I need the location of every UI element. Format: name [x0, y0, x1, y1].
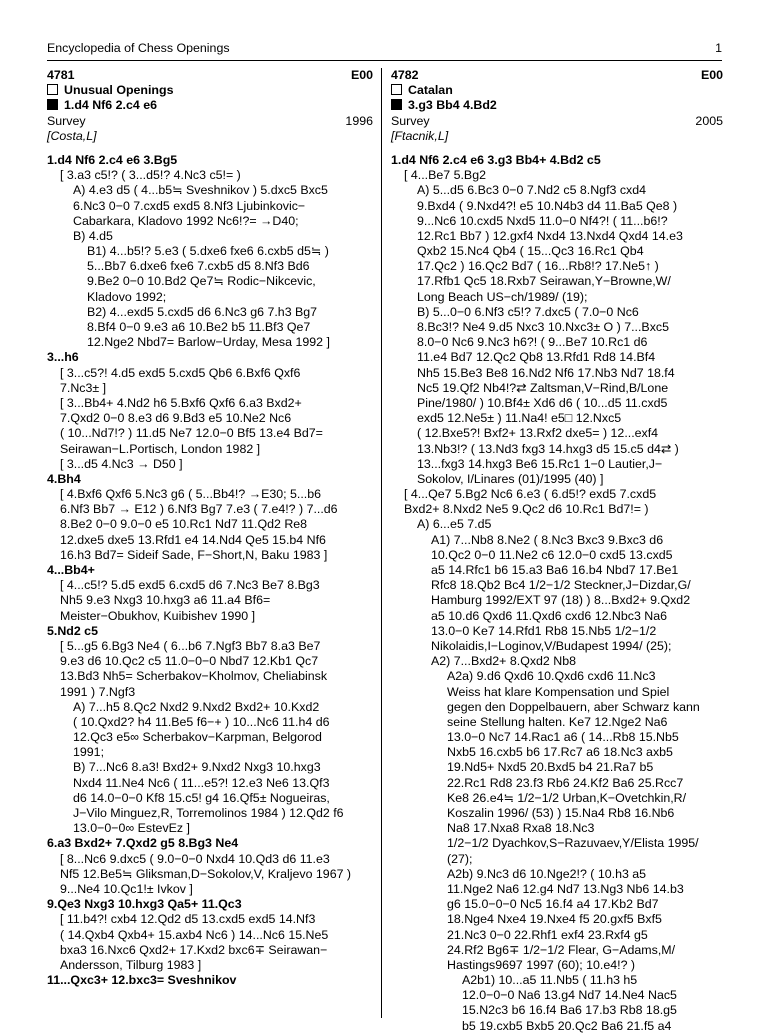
annotation-line: B2) 4...exd5 5.cxd5 d6 6.Nc3 g6 7.h3 Bg7 [87, 304, 318, 319]
main-line-move: 1.d4 Nf6 2.c4 e6 3.g3 Bb4+ 4.Bd2 c5 [391, 152, 601, 167]
annotation-line: 15.N2c3 b6 16.f4 Ba6 17.b3 Rb8 18.g5 [462, 1003, 677, 1018]
annotation-line: a5 10.d6 Qxd6 11.Qxd6 cxd6 12.Nbc3 Na6 [431, 608, 668, 623]
annotation-line: Nh5 15.Be3 Be8 16.Nd2 Nf6 17.Nb3 Nd7 18.f4 [417, 365, 675, 380]
annotation-line: A) 7...h5 8.Qc2 Nxd2 9.Nxd2 Bxd2+ 10.Kxd2 [73, 699, 320, 714]
annotation-line: Nh5 9.e3 Nxg3 10.hxg3 a6 11.a4 Bf6= [60, 593, 271, 608]
annotation-line: ( 10...Nd7!? ) 11.d5 Ne7 12.0−0 Bf5 13.e4 Bd7= [60, 426, 323, 441]
annotation-line: 8.0−0 Nc6 9.Nc3 h6?! ( 9...Be7 10.Rc1 d6 [417, 335, 648, 350]
annotation-line: 1991; [73, 745, 105, 760]
annotation-line: 9.Bxd4 ( 9.Nxd4?! e5 10.N4b3 d4 11.Ba5 Qe8 ) [417, 198, 678, 213]
opening-line: 1.d4 Nf6 2.c4 e6 [47, 98, 373, 113]
right-annotations [391, 153, 723, 1034]
entry-number-row [47, 68, 373, 83]
main-line-move: 11...Qxc3+ 12.bxc3= Sveshnikov [47, 973, 237, 988]
annotation-line: [ 3.a3 c5!? ( 3...d5!? 4.Nc3 c5!= ) [60, 168, 241, 183]
annotation-line: d6 14.0−0−0 Kf8 15.c5! g4 16.Qf5± Nogueiras, [73, 790, 330, 805]
annotation-line: 6.Nf3 Bb7 → E12 ) 6.Nf3 Bg7 7.e3 ( 7.e4!? ) 7...d6 [60, 502, 338, 517]
survey-label: Survey [391, 113, 430, 128]
annotation-line: 12.dxe5 dxe5 13.Rfd1 e4 14.Nd4 Qe5 15.b4 Nf6 [60, 532, 326, 547]
annotation-line: b5 19.cxb5 Bxb5 20.Qc2 Ba6 21.f5 a4 [462, 1018, 672, 1033]
page-number: 1 [715, 41, 722, 55]
annotation-line: 9.e3 d6 10.Qc2 c5 11.0−0−0 Nbd7 12.Kb1 Qc7 [60, 654, 319, 669]
left-annotations [47, 153, 373, 988]
main-line-move: 1.d4 Nf6 2.c4 e6 3.Bg5 [47, 152, 178, 167]
annotation-line: A1) 7...Nb8 8.Ne2 ( 8.Nc3 Bxc3 9.Bxc3 d6 [431, 532, 664, 547]
annotation-line: [ 4.Bxf6 Qxf6 5.Nc3 g6 ( 5...Bb4!? →E30; 5...b6 [60, 487, 322, 502]
annotation-line: 13.Nb3!? ( 13.Nd3 fxg3 14.hxg3 d5 15.c5 d4⇄ ) [417, 441, 679, 456]
annotation-line: 24.Rf2 Bg6∓ 1/2−1/2 Flear, G−Adams,M/ [447, 942, 676, 957]
annotation-line: g6 15.0−0−0 Nc5 16.f4 a4 17.Kb2 Bd7 [447, 897, 659, 912]
author: [Costa,L] [47, 128, 97, 143]
annotation-line: [ 5...g5 6.Bg3 Ne4 ( 6...b6 7.Ngf3 Bb7 8.a3 Be7 [60, 638, 321, 653]
survey-year: 1996 [345, 113, 373, 128]
annotation-line: 6.Nc3 0−0 7.cxd5 exd5 8.Nf3 Ljubinkovic− [73, 198, 306, 213]
annotation-line: 12.0−0−0 Na6 13.g4 Nd7 14.Ne4 Nac5 [462, 988, 677, 1003]
annotation-line: 22.Rc1 Rd8 23.f3 Rb6 24.Kf2 Ba6 25.Rcc7 [447, 775, 684, 790]
entry-number-row [391, 68, 723, 83]
left-column [47, 68, 373, 988]
annotation-line: A) 4.e3 d5 ( 4...b5≒ Sveshnikov ) 5.dxc5 Bxc5 [73, 183, 328, 198]
right-column [391, 68, 723, 1034]
annotation-line: 17.Rfb1 Qc5 18.Rxb7 Seirawan,Y−Browne,W/ [417, 274, 671, 289]
annotation-line: bxa3 16.Nxc6 Qxd2+ 17.Kxd2 bxc6∓ Seirawan− [60, 942, 328, 957]
annotation-line: [ 3...c5?! 4.d5 exd5 5.cxd5 Qb6 6.Bxf6 Qxf6 [60, 365, 301, 380]
annotation-line: Hastings9697 1997 (60); 10.e4!? ) [447, 957, 636, 972]
annotation-line: 7.Nc3± ] [60, 380, 107, 395]
header-rule [47, 60, 722, 61]
annotation-line: a5 14.Rfc1 b6 15.a3 Ba6 16.b4 Nbd7 17.Be1 [431, 563, 679, 577]
annotation-line: Nikolaidis,I−Loginov,V/Budapest 1994/ (25); [431, 638, 672, 653]
main-line-move: 5.Nd2 c5 [47, 623, 98, 638]
annotation-line: (27); [447, 851, 473, 866]
annotation-line: Andersson, Tilburg 1983 ] [60, 957, 202, 972]
annotation-line: [ 4...c5!? 5.d5 exd5 6.cxd5 d6 7.Nc3 Be7 8.Bg3 [60, 578, 320, 593]
main-line-move: 4.Bh4 [47, 471, 81, 486]
annotation-line: 12.Qc3 e5∞ Scherbakov−Karpman, Belgorod [73, 730, 322, 745]
annotation-line: B) 4.d5 [73, 228, 113, 243]
annotation-line: 13...fxg3 14.hxg3 Be6 15.Rc1 1−0 Lautier,J− [417, 456, 663, 471]
annotation-line: ( 12.Bxe5?! Bxf2+ 13.Rxf2 dxe5= ) 12...exf4 [417, 426, 659, 441]
opening-group: Unusual Openings [47, 83, 373, 98]
annotation-line: [ 4...Be7 5.Bg2 [404, 168, 486, 183]
annotation-line: Meister−Obukhov, Kuibishev 1990 ] [60, 608, 256, 623]
annotation-line: Qxb2 15.Nc4 Qb4 ( 15...Qc3 16.Rc1 Qb4 [417, 244, 644, 259]
annotation-line: J−Vilo Minguez,R, Torremolinos 1984 ) 12.Qd2 f6 [73, 806, 344, 820]
annotation-line: 19.Nd5+ Nxd5 20.Bxd5 b4 21.Ra7 b5 [447, 760, 654, 775]
annotation-line: Sokolov, I/Linares (01)/1995 (40) ] [417, 471, 604, 486]
annotation-line: B1) 4...b5!? 5.e3 ( 5.dxe6 fxe6 6.cxb5 d5≒ ) [87, 244, 329, 259]
opening-line: 3.g3 Bb4 4.Bd2 [391, 98, 723, 113]
survey-row [47, 114, 373, 129]
white-square-icon [391, 84, 402, 95]
annotation-line: 7.Qxd2 0−0 8.e3 d6 9.Bd3 e5 10.Ne2 Nc6 [60, 411, 292, 426]
annotation-line: exd5 12.Ne5± ) 11.Na4! e5□ 12.Nxc5 [417, 411, 622, 426]
annotation-line: 9.Be2 0−0 10.Bd2 Qe7≒ Rodic−Nikcevic, [87, 274, 316, 289]
annotation-line: Koszalin 1996/ (53) ) 15.Na4 Rb8 16.Nb6 [447, 806, 675, 820]
annotation-line: seine Stellung halten. Ke7 12.Nge2 Na6 [447, 714, 668, 729]
annotation-line: Hamburg 1992/EXT 97 (18) ) 8...Bxd2+ 9.Qxd2 [431, 593, 691, 608]
annotation-line: Kladovo 1992; [87, 289, 167, 304]
eco-code: E00 [350, 68, 373, 82]
survey-year: 2005 [695, 113, 723, 128]
annotation-line: A2) 7...Bxd2+ 8.Qxd2 Nb8 [431, 654, 576, 669]
survey-label: Survey [47, 113, 86, 128]
annotation-line: Cabarkara, Kladovo 1992 Nc6!?= →D40; [73, 213, 299, 228]
annotation-line: Na8 17.Nxa8 Rxa8 18.Nc3 [447, 821, 595, 836]
annotation-line: A2b) 9.Nc3 d6 10.Nge2!? ( 10.h3 a5 [447, 866, 647, 881]
annotation-line: 12.Rc1 Bb7 ) 12.gxf4 Nxd4 13.Nxd4 Qxd4 14.e3 [417, 228, 683, 243]
entry-number: 4781 [47, 68, 75, 82]
annotation-line: 12.Nge2 Nbd7= Barlow−Urday, Mesa 1992 ] [87, 335, 330, 350]
annotation-line: Nf5 12.Be5≒ Gliksman,D−Sokolov,V, Kraljevo 1967 ) [60, 866, 352, 881]
annotation-line: 18.Nge4 Nxe4 19.Nxe4 f5 20.gxf5 Bxf5 [447, 912, 662, 927]
column-divider [381, 68, 382, 1018]
annotation-line: 9...Ne4 10.Qc1!± Ivkov ] [60, 881, 193, 896]
annotation-line: 8.Bc3!? Ne4 9.d5 Nxc3 10.Nxc3± O ) 7...Bxc5 [417, 320, 669, 334]
annotation-line: 8.Be2 0−0 9.0−0 e5 10.Rc1 Nd7 11.Qd2 Re8 [60, 517, 308, 532]
eco-code: E00 [700, 68, 723, 82]
annotation-line: 13.0−0 Ke7 14.Rfd1 Rb8 15.Nb5 1/2−1/2 [431, 623, 657, 638]
survey-row [391, 114, 723, 129]
annotation-line: [ 3...d5 4.Nc3 → D50 ] [60, 456, 183, 471]
annotation-line: A2b1) 10...a5 11.Nb5 ( 11.h3 h5 [462, 973, 638, 988]
annotation-line: 21.Nc3 0−0 22.Rhf1 exf4 23.Rxf4 g5 [447, 927, 648, 942]
annotation-line: 9...Nc6 10.cxd5 Nxd5 11.0−0 Nf4?! ( 11...b6!? [417, 213, 668, 228]
annotation-line: [ 8...Nc6 9.dxc5 ( 9.0−0−0 Nxd4 10.Qd3 d6 11.e3 [60, 851, 330, 866]
annotation-line: Seirawan−L.Portisch, London 1982 ] [60, 441, 261, 456]
annotation-line: gegen den Doppelbauern, aber Schwarz kann [447, 699, 700, 714]
annotation-line: Nc5 19.Qf2 Nb4!?⇄ Zaltsman,V−Rind,B/Lone [417, 380, 669, 395]
annotation-line: Nxd4 11.Ne4 Nc6 ( 11...e5?! 12.e3 Ne6 13.Qf3 [73, 775, 330, 790]
annotation-line: Rfc8 18.Qb2 Bc4 1/2−1/2 Steckner,J−Dizdar,G/ [431, 578, 691, 593]
annotation-line: [ 11.b4?! cxb4 12.Qd2 d5 13.cxd5 exd5 14.Nf3 [60, 912, 316, 927]
black-square-icon [391, 99, 402, 110]
annotation-line: Nxb5 16.cxb5 b6 17.Rc7 a6 18.Nc3 axb5 [447, 745, 673, 760]
main-line-move: 6.a3 Bxd2+ 7.Qxd2 g5 8.Bg3 Ne4 [47, 836, 239, 851]
annotation-line: B) 5...0−0 6.Nf3 c5!? 7.dxc5 ( 7.0−0 Nc6 [417, 304, 639, 319]
annotation-line: Bxd2+ 8.Nxd2 Ne5 9.Qc2 d6 10.Rc1 Bd7!= ) [404, 502, 649, 517]
entry-number: 4782 [391, 68, 419, 82]
annotation-line: Ke8 26.e4≒ 1/2−1/2 Urban,K−Ovetchkin,R/ [447, 790, 687, 805]
annotation-line: 13.0−0−0∞ EstevEz ] [73, 821, 190, 836]
annotation-line: Long Beach US−ch/1989/ (19); [417, 289, 588, 304]
page-header [47, 41, 722, 59]
annotation-line: ( 14.Qxb4 Qxb4+ 15.axb4 Nc6 ) 14...Nc6 15.Ne5 [60, 927, 329, 942]
annotation-line: A) 5...d5 6.Bc3 0−0 7.Nd2 c5 8.Ngf3 cxd4 [417, 183, 647, 198]
annotation-line: 11.e4 Bd7 12.Qc2 Qb8 13.Rfd1 Rd8 14.Bf4 [417, 350, 656, 365]
opening-group: Catalan [391, 83, 723, 98]
annotation-line: 11.Nge2 Na6 12.g4 Nd7 13.Ng3 Nb6 14.b3 [447, 881, 684, 896]
main-line-move: 4...Bb4+ [47, 563, 95, 577]
main-line-move: 3...h6 [47, 350, 79, 365]
black-square-icon [47, 99, 58, 110]
annotation-line: [ 4...Qe7 5.Bg2 Nc6 6.e3 ( 6.d5!? exd5 7.cxd5 [404, 487, 657, 502]
annotation-line: 13.0−0 Nc7 14.Rac1 a6 ( 14...Rb8 15.Nb5 [447, 730, 679, 745]
annotation-line: A2a) 9.d6 Qxd6 10.Qxd6 cxd6 11.Nc3 [447, 669, 656, 684]
author: [Ftacnik,L] [391, 128, 449, 143]
annotation-line: 17.Qc2 ) 16.Qc2 Bd7 ( 16...Rb8!? 17.Ne5↑ ) [417, 259, 659, 274]
annotation-line: 5...Bb7 6.dxe6 fxe6 7.cxb5 d5 8.Nf3 Bd6 [87, 259, 310, 274]
annotation-line: Pine/1980/ ) 10.Bf4± Xd6 d6 ( 10...d5 11.cxd5 [417, 395, 668, 410]
annotation-line: [ 3...Bb4+ 4.Nd2 h6 5.Bxf6 Qxf6 6.a3 Bxd2+ [60, 395, 302, 410]
annotation-line: 1/2−1/2 Dyachkov,S−Razuvaev,Y/Elista 1995/ [447, 836, 699, 851]
annotation-line: 10.Qc2 0−0 11.Ne2 c6 12.0−0 cxd5 13.cxd5 [431, 547, 673, 562]
annotation-line: 16.h3 Bd7= Sideif Sade, F−Short,N, Baku 1983 ] [60, 547, 328, 562]
white-square-icon [47, 84, 58, 95]
main-line-move: 9.Qe3 Nxg3 10.hxg3 Qa5+ 11.Qc3 [47, 897, 242, 912]
annotation-line: 1991 ) 7.Ngf3 [60, 684, 136, 699]
annotation-line: 8.Bf4 0−0 9.e3 a6 10.Be2 b5 11.Bf3 Qe7 [87, 320, 311, 334]
annotation-line: A) 6...e5 7.d5 [417, 517, 492, 532]
book-title: Encyclopedia of Chess Openings [47, 41, 230, 55]
annotation-line: B) 7...Nc6 8.a3! Bxd2+ 9.Nxd2 Nxg3 10.hxg3 [73, 760, 321, 775]
annotation-line: Weiss hat klare Kompensation und Spiel [447, 684, 670, 699]
annotation-line: ( 10.Qxd2? h4 11.Be5 f6−+ ) 10...Nc6 11.h4 d6 [73, 714, 330, 729]
annotation-line: 13.Bd3 Nh5= Scherbakov−Kholmov, Cheliabinsk [60, 669, 328, 684]
